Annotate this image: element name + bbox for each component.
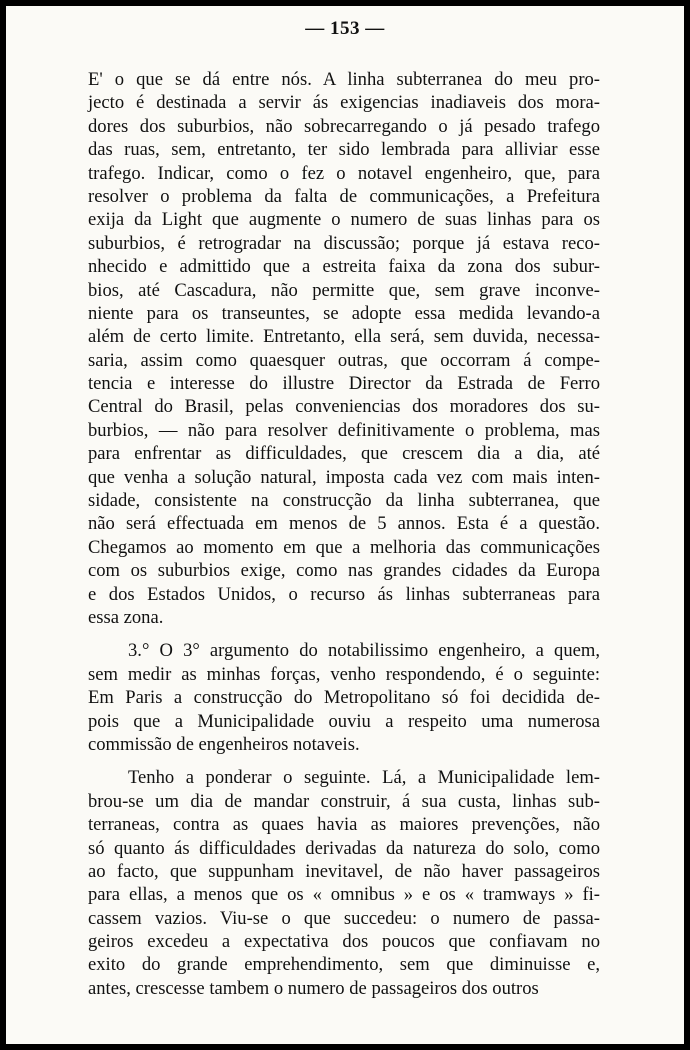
text-line: além de certo limite. Entretanto, ella será, sem duvida, necessa- [88,326,600,348]
text-line: exito do grande emprehendimento, sem que diminuisse e, [88,954,600,976]
text-line: suburbios, é retrogradar na discussão; porque já estava reco- [88,232,600,254]
text-line: jecto é destinada a servir ás exigencias inadiaveis dos mora- [88,92,600,114]
text-line: terraneas, contra as quaes havia as maiores prevenções, não [88,814,600,836]
text-line: tencia e interesse do illustre Director da Estrada de Ferro [88,373,600,395]
text-line: só quanto ás difficuldades derivadas da natureza do solo, como [88,837,600,859]
text-line: 3.° O 3° argumento do notabilissimo engenheiro, a quem, [128,640,600,662]
paragraph-gap [88,629,600,639]
text-line: E' o que se dá entre nós. A linha subterranea do meu pro- [88,69,600,90]
text-line: para ellas, a menos que os « omnibus » e os « tramways » fi- [88,884,600,906]
body-text [88,68,600,1000]
text-line: com os suburbios exige, como nas grandes cidades da Europa [88,560,600,582]
text-line: Tenho a ponderar o seguinte. Lá, a Municipalidade lem- [128,767,600,789]
text-line: Chegamos ao momento em que a melhoria das communicações [88,536,600,558]
text-line: trafego. Indicar, como o fez o notavel engenheiro, que, para [88,162,600,184]
text-line: para enfrentar as difficuldades, que crescem dia a dia, até [88,443,600,465]
text-line: ao facto, que suppunham inevitavel, de não haver passageiros [88,860,600,882]
paragraph-gap [88,756,600,766]
text-line: saria, assim como quaesquer outras, que occorram á compe- [88,349,600,371]
text-line: resolver o problema da falta de communicações, a Prefeitura [88,185,600,207]
text-line: sidade, consistente na construcção da linha subterranea, que [88,490,600,512]
text-line: bios, até Cascadura, não permitte que, sem grave inconve- [88,279,600,301]
text-line: sem medir as minhas forças, venho respondendo, é o seguinte: [88,663,600,685]
text-line: antes, crescesse tambem o numero de passageiros dos outros [88,977,539,999]
text-line: cassem vazios. Viu-se o que succedeu: o numero de passa- [88,907,600,929]
text-line: brou-se um dia de mandar construir, á sua custa, linhas sub- [88,790,600,812]
text-line: Central do Brasil, pelas conveniencias dos moradores dos su- [88,396,600,418]
text-line: dores dos suburbios, não sobrecarregando o já pesado trafego [88,115,600,137]
page-header: — 153 — [305,18,385,39]
text-line: não será effectuada em menos de 5 annos. Esta é a questão. [88,513,600,535]
text-line: e dos Estados Unidos, o recurso ás linhas subterraneas para [88,583,600,605]
text-line: pois que a Municipalidade ouviu a respeito uma numerosa [88,710,600,732]
text-line: das ruas, sem, entretanto, ter sido lembrada para alliviar esse [88,139,600,161]
text-line: niente para os transeuntes, se adopte essa medida levando-a [88,302,600,324]
text-line: geiros excedeu a expectativa dos poucos que confiavam no [88,931,600,953]
text-line: burbios, — não para resolver definitivamente o problema, mas [88,419,600,441]
document-page [6,6,684,1044]
text-line: commissão de engenheiros notaveis. [88,733,360,755]
text-line: que venha a solução natural, imposta cada vez com mais inten- [88,466,600,488]
text-line: nhecido e admittido que a estreita faixa da zona dos subur- [88,256,600,278]
text-line: essa zona. [88,606,164,628]
text-line: Em Paris a construcção do Metropolitano só foi decidida de- [88,687,600,709]
text-line: exija da Light que augmente o numero de suas linhas para os [88,209,600,231]
